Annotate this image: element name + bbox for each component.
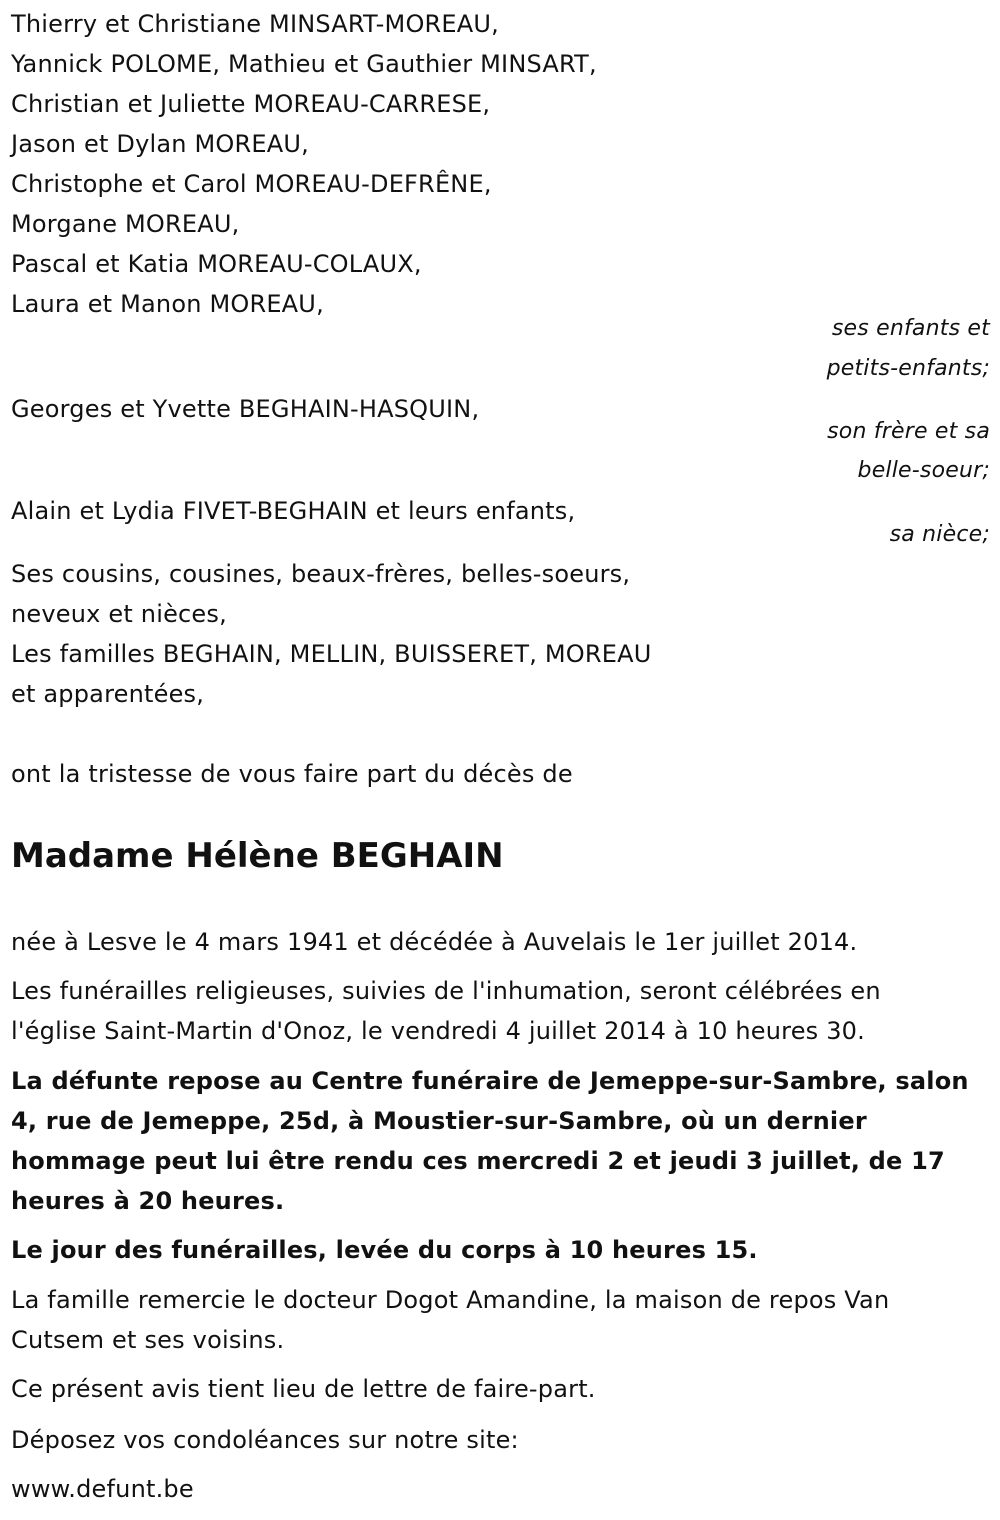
relationship-label: belle-soeur; xyxy=(857,458,990,483)
deceased-name: Madame Hélène BEGHAIN xyxy=(11,836,504,876)
family-line: Les familles BEGHAIN, MELLIN, BUISSERET, MOREAU xyxy=(11,640,652,668)
family-line: Georges et Yvette BEGHAIN-HASQUIN, xyxy=(11,395,480,423)
repose-text: heures à 20 heures. xyxy=(11,1187,285,1215)
repose-text: 4, rue de Jemeppe, 25d, à Moustier-sur-Sambre, où un dernier xyxy=(11,1107,867,1135)
funeral-text: Les funérailles religieuses, suivies de l'inhumation, seront célébrées en xyxy=(11,977,881,1005)
relationship-label: son frère et sa xyxy=(827,419,990,444)
family-line: Morgane MOREAU, xyxy=(11,210,240,238)
repose-text: La défunte repose au Centre funéraire de Jemeppe-sur-Sambre, salon xyxy=(11,1067,969,1095)
condolences-text: Déposez vos condoléances sur notre site: xyxy=(11,1426,519,1454)
announcement-text: ont la tristesse de vous faire part du décès de xyxy=(11,760,573,788)
family-line: Pascal et Katia MOREAU-COLAUX, xyxy=(11,250,422,278)
repose-text: hommage peut lui être rendu ces mercredi 2 et jeudi 3 juillet, de 17 xyxy=(11,1147,945,1175)
family-line: Yannick POLOME, Mathieu et Gauthier MINSART, xyxy=(11,50,597,78)
family-line: Ses cousins, cousines, beaux-frères, belles-soeurs, xyxy=(11,560,631,588)
family-line: neveux et nièces, xyxy=(11,600,227,628)
relationship-label: sa nièce; xyxy=(889,522,990,547)
funeral-text: l'église Saint-Martin d'Onoz, le vendredi 4 juillet 2014 à 10 heures 30. xyxy=(11,1017,865,1045)
family-line: Christophe et Carol MOREAU-DEFRÊNE, xyxy=(11,170,492,198)
website-link[interactable]: www.defunt.be xyxy=(11,1475,194,1503)
relationship-label: ses enfants et xyxy=(831,316,990,341)
family-line: Christian et Juliette MOREAU-CARRESE, xyxy=(11,90,491,118)
family-line: Thierry et Christiane MINSART-MOREAU, xyxy=(11,10,499,38)
family-line: Laura et Manon MOREAU, xyxy=(11,290,324,318)
family-line: Jason et Dylan MOREAU, xyxy=(11,130,309,158)
family-line: Alain et Lydia FIVET-BEGHAIN et leurs enfants, xyxy=(11,497,576,525)
thanks-text: La famille remercie le docteur Dogot Amandine, la maison de repos Van xyxy=(11,1286,890,1314)
birth-death-text: née à Lesve le 4 mars 1941 et décédée à Auvelais le 1er juillet 2014. xyxy=(11,928,858,956)
family-line: et apparentées, xyxy=(11,680,205,708)
thanks-text: Cutsem et ses voisins. xyxy=(11,1326,285,1354)
levee-text: Le jour des funérailles, levée du corps à 10 heures 15. xyxy=(11,1236,758,1264)
relationship-label: petits-enfants; xyxy=(826,356,990,381)
notice-text: Ce présent avis tient lieu de lettre de faire-part. xyxy=(11,1375,596,1403)
